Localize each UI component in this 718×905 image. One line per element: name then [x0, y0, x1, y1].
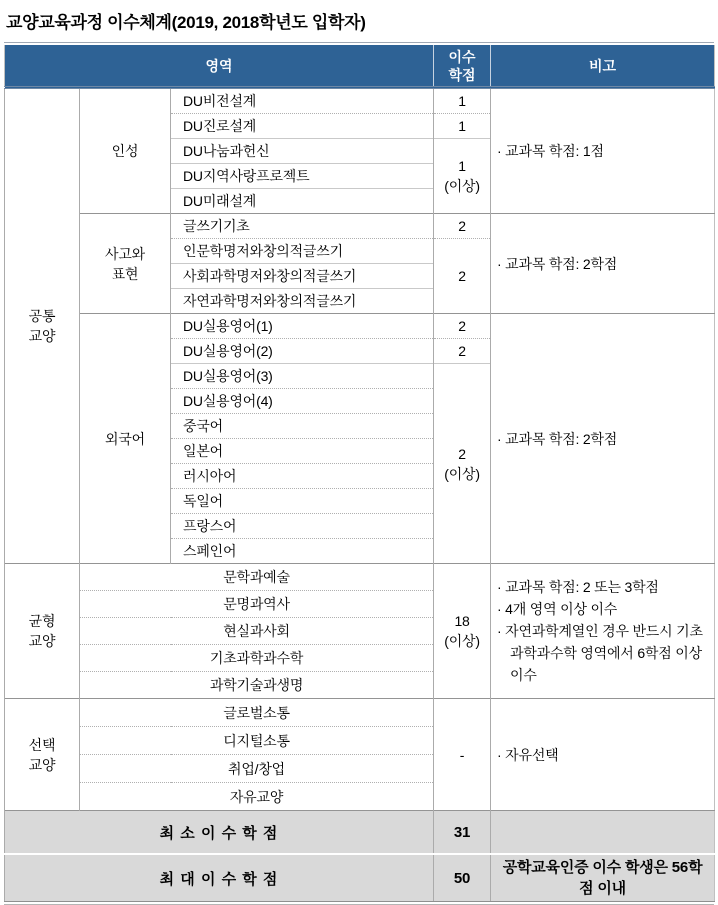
remark-line: · 교과목 학점: 1점: [497, 143, 604, 159]
credit-cell: 1: [434, 114, 491, 139]
course-cell: 현실과사회: [80, 618, 434, 645]
credit-cell: 2: [434, 214, 491, 239]
course-cell: 문학과예술: [80, 564, 434, 591]
credit-cell: 2: [434, 314, 491, 339]
table-row: [5, 314, 715, 339]
credit-line2: (이상): [444, 178, 480, 194]
credit-cell: 2: [434, 339, 491, 364]
group-label-common-line1: 공통: [28, 308, 56, 324]
remark-line: · 교과목 학점: 2학점: [497, 255, 618, 272]
course-cell: 과학기술과생명: [80, 672, 434, 699]
course-cell: 취업/창업: [80, 755, 434, 783]
group-label-elective-line2: 교양: [28, 756, 56, 773]
course-cell: 문명과역사: [80, 591, 434, 618]
group-label-elective: [5, 699, 80, 811]
credit-cell: 1: [434, 88, 491, 114]
subcategory-thinking-line1: 사고와: [105, 245, 145, 262]
table-row: [5, 214, 715, 239]
table-header: [5, 45, 715, 88]
course-cell: 디지털소통: [80, 727, 434, 755]
header-remarks: 비고: [491, 45, 715, 88]
course-cell: DU나눔과헌신: [171, 139, 434, 164]
header-credits-line1: 이수: [448, 48, 476, 65]
course-cell: 자연과학명저와창의적글쓰기: [171, 289, 434, 314]
group-label-balance-line2: 교양: [28, 633, 56, 649]
course-cell: DU진로설계: [171, 114, 434, 139]
credit-cell-merged: -: [434, 699, 491, 811]
curriculum-table: [4, 45, 715, 902]
remark-line: · 교과목 학점: 2 또는 3학점: [497, 579, 659, 595]
remark-elective: [491, 699, 715, 811]
summary-max-credit: 50: [434, 854, 491, 902]
remark-line: · 자연과학계열인 경우 반드시 기초과학과수학 영역에서 6학점 이상 이수: [497, 623, 703, 683]
header-credits-line2: 학점: [448, 66, 476, 83]
page-title: 교양교육과정 이수체계(2019, 2018학년도 입학자): [6, 13, 366, 32]
summary-max-label: 최 대 이 수 학 점: [5, 854, 434, 902]
course-cell: 프랑스어: [171, 514, 434, 539]
course-cell: 글로벌소통: [80, 699, 434, 727]
group-label-elective-line1: 선택: [28, 736, 56, 753]
subcategory-foreign: 외국어: [80, 314, 171, 564]
subcategory-thinking: [80, 214, 171, 314]
credit-cell-merged: [434, 364, 491, 564]
summary-max-remark: 공학교육인증 이수 학생은 56학점 이내: [491, 854, 715, 902]
group-label-balance: [5, 564, 80, 699]
summary-min-label: 최 소 이 수 학 점: [5, 811, 434, 855]
course-cell: DU실용영어(2): [171, 339, 434, 364]
summary-row-max: [5, 854, 715, 902]
credit-line2: (이상): [444, 633, 480, 649]
remark-character: [491, 88, 715, 214]
course-cell: 기초과학과수학: [80, 645, 434, 672]
group-label-common: [5, 88, 80, 564]
remark-line: · 4개 영역 이상 이수: [497, 601, 618, 617]
remark-line: · 자유선택: [497, 746, 559, 763]
subcategory-character: 인성: [80, 88, 171, 214]
table-row: [5, 564, 715, 591]
course-cell: DU실용영어(1): [171, 314, 434, 339]
remark-thinking: [491, 214, 715, 314]
course-cell: 글쓰기기초: [171, 214, 434, 239]
summary-min-credit: 31: [434, 811, 491, 855]
remark-balance: [491, 564, 715, 699]
credit-line1: 1: [458, 158, 466, 174]
course-cell: 인문학명저와창의적글쓰기: [171, 239, 434, 264]
header-area: 영역: [5, 45, 434, 88]
summary-min-remark: [491, 811, 715, 855]
credit-line2: (이상): [444, 465, 480, 482]
course-cell: 독일어: [171, 489, 434, 514]
table-row: [5, 88, 715, 114]
course-cell: DU미래설계: [171, 189, 434, 214]
subcategory-thinking-line2: 표현: [111, 265, 139, 282]
credit-line1: 18: [454, 613, 470, 629]
table-row: [5, 699, 715, 727]
group-label-common-line2: 교양: [28, 328, 56, 344]
header-credits: [434, 45, 491, 88]
credit-cell-merged: 2: [434, 239, 491, 314]
credit-cell-merged: [434, 139, 491, 214]
course-cell: DU실용영어(3): [171, 364, 434, 389]
credit-cell-merged: [434, 564, 491, 699]
course-cell: 중국어: [171, 414, 434, 439]
course-cell: 일본어: [171, 439, 434, 464]
credit-line1: 2: [458, 445, 466, 462]
course-cell: DU실용영어(4): [171, 389, 434, 414]
remark-foreign: [491, 314, 715, 564]
remark-line: · 교과목 학점: 2학점: [497, 430, 618, 447]
course-cell: 스페인어: [171, 539, 434, 564]
group-label-balance-line1: 균형: [28, 613, 56, 629]
course-cell: 러시아어: [171, 464, 434, 489]
curriculum-table-wrap: [4, 42, 714, 905]
course-cell: DU비전설계: [171, 88, 434, 114]
summary-row-min: [5, 811, 715, 855]
course-cell: 사회과학명저와창의적글쓰기: [171, 264, 434, 289]
course-cell: 자유교양: [80, 783, 434, 811]
course-cell: DU지역사랑프로젝트: [171, 164, 434, 189]
